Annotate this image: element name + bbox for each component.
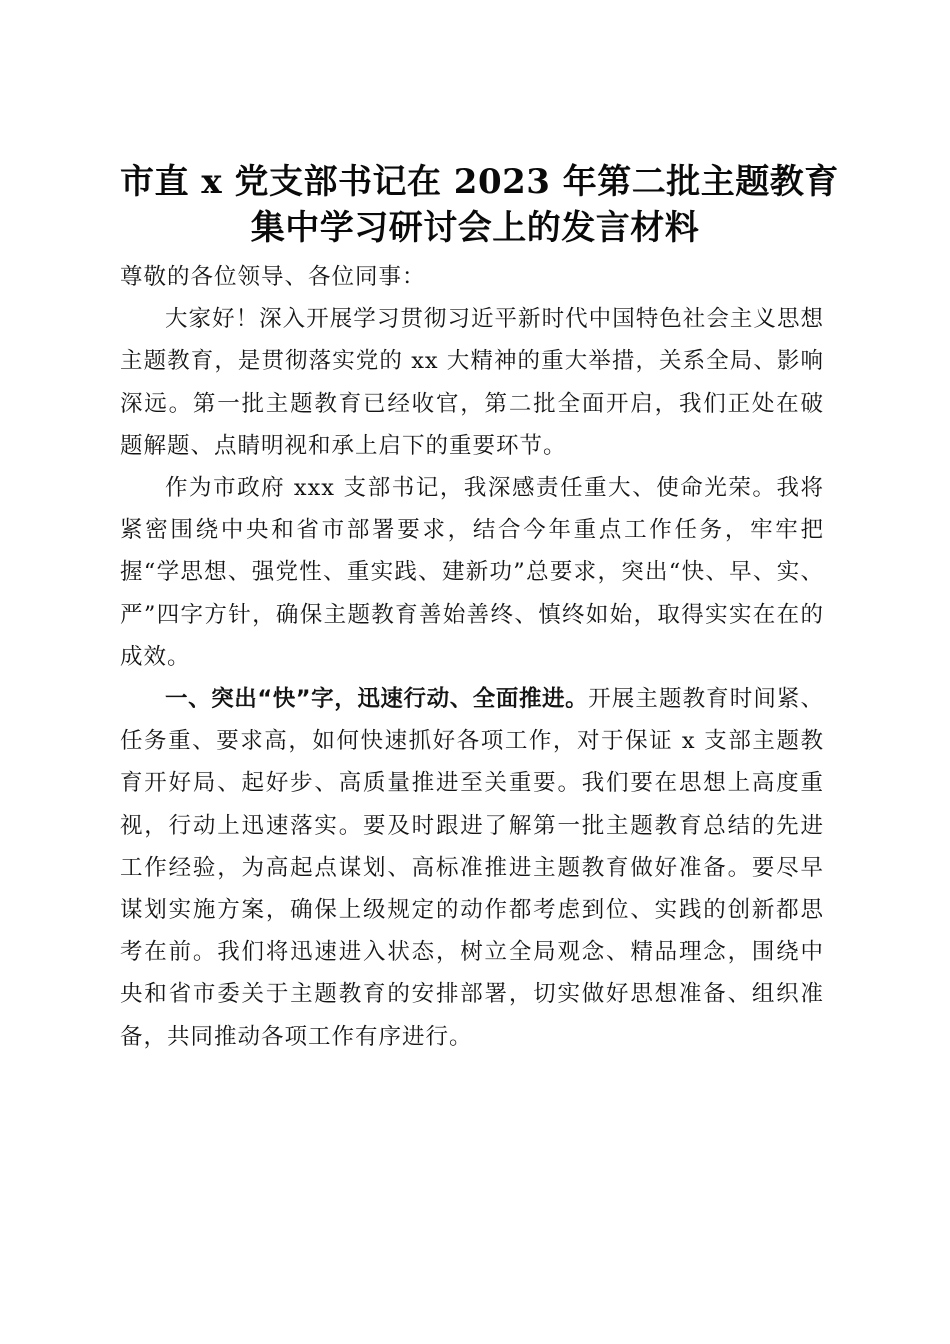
section-1-body: 开展主题教育时间紧、任务重、要求高，如何快速抓好各项工作，对于保证 x 支部主题教育开好局、起好步、高质量推进至关重要。我们要在思想上高度重视，行动上迅速落实。要及时跟进了解第一批主题教育总结的先进工作经验，为高起点谋划、高标准推进主题教育做好准备。要尽早谋划实施方案，确保上级规定的动作都考虑到位、实践的创新都思考在前。我们将迅速进入状态，树立全局观念、精品理念，围绕中央和省市委关于主题教育的安排部署，切实做好思想准备、组织准备，共同推动各项工作有序进行。 xyxy=(120,686,824,1050)
section-1-paragraph xyxy=(120,678,824,1058)
paragraph-commitment: 作为市政府 xxx 支部书记，我深感责任重大、使命光荣。我将紧密围绕中央和省市部署要求，结合今年重点工作任务，牢牢把握“学思想、强党性、重实践、建新功”总要求，突出“快、早、实、严”四字方针，确保主题教育善始善终、慎终如始，取得实实在在的成效。 xyxy=(120,475,824,670)
title-line-1: 市直 x 党支部书记在 2023 年第二批主题教育 xyxy=(120,161,839,202)
salutation: 尊敬的各位领导、各位同事： xyxy=(120,264,426,290)
document-title xyxy=(120,159,839,251)
title-line-2: 集中学习研讨会上的发言材料 xyxy=(250,207,700,248)
document-body xyxy=(120,256,824,1058)
paragraph-greeting: 大家好！深入开展学习贯彻习近平新时代中国特色社会主义思想主题教育，是贯彻落实党的 xx 大精神的重大举措，关系全局、影响深远。第一批主题教育已经收官，第二批全面开启，我们正处在破题解题、点睛明视和承上启下的重要环节。 xyxy=(120,306,824,459)
section-1-heading: 一、突出“快”字，迅速行动、全面推进。 xyxy=(165,686,589,713)
